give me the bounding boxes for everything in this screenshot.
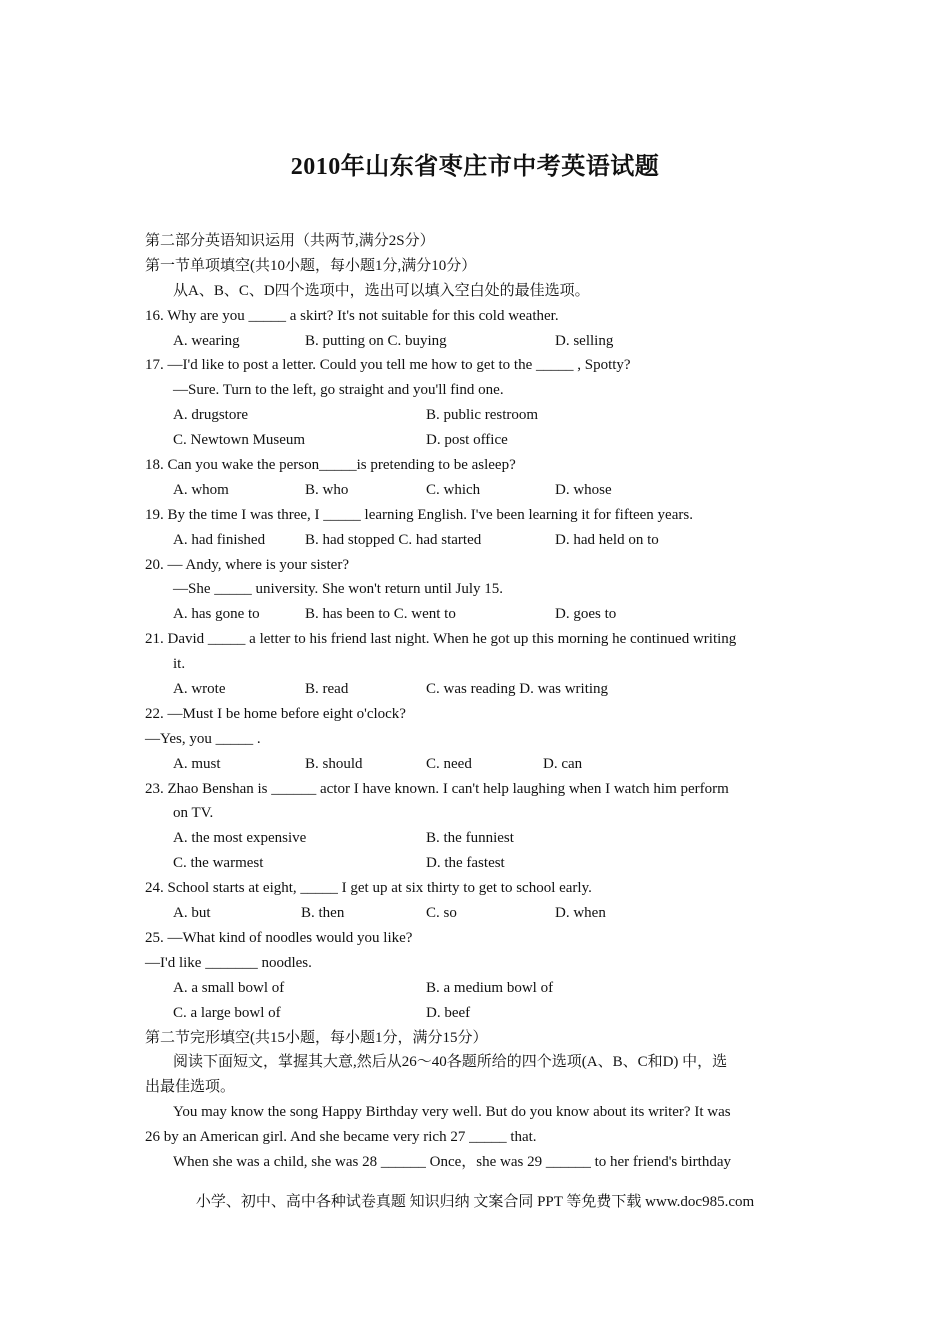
q24-option-b: B. then [301, 905, 345, 922]
q18-option-b: B. who [305, 481, 349, 498]
q17-option-b: B. public restroom [426, 407, 539, 424]
q20-option-d: D. goes to [555, 606, 617, 623]
q23-option-b: B. the funniest [426, 830, 514, 847]
passage-line-2: 26 by an American girl. And she became very rich 27 _____ that. [145, 1129, 537, 1146]
page-title: 2010年山东省枣庄市中考英语试题 [290, 154, 660, 180]
section2-instruction-line2: 出最佳选项。 [145, 1079, 236, 1096]
section1-instruction: 从A、B、C、D四个选项中，选出可以填入空白处的最佳选项。 [173, 282, 590, 299]
question-16-stem: 16. Why are you _____ a skirt? It's not suitable for this cold weather. [145, 307, 559, 324]
q23-option-a: A. the most expensive [173, 830, 307, 847]
section2-instruction-line1: 阅读下面短文，掌握其大意,然后从26～40各题所给的四个选项(A、B、C和D) 中，选 [173, 1054, 728, 1071]
q16-option-a: A. wearing [173, 332, 240, 349]
q17-option-d: D. post office [426, 432, 508, 449]
q17-option-a: A. drugstore [173, 407, 248, 424]
question-20-options [145, 602, 808, 627]
q16-option-d: D. selling [555, 332, 614, 349]
question-20-reply: —She _____ university. She won't return until July 15. [173, 581, 504, 598]
q19-option-a: A. had finished [173, 531, 266, 548]
q17-option-c: C. Newtown Museum [173, 432, 306, 449]
question-17-stem: 17. —I'd like to post a letter. Could you tell me how to get to the _____ , Spotty? [145, 357, 631, 374]
q21-option-cd: C. was reading D. was writing [426, 681, 609, 698]
question-19-options [145, 528, 808, 553]
question-24-stem: 24. School starts at eight, _____ I get up at six thirty to get to school early. [145, 880, 592, 897]
q22-option-b: B. should [305, 755, 363, 772]
q24-option-c: C. so [426, 905, 457, 922]
question-18-stem: 18. Can you wake the person_____is pretending to be asleep? [145, 457, 516, 474]
question-17-reply: —Sure. Turn to the left, go straight and you'll find one. [173, 382, 504, 399]
q21-option-b: B. read [305, 681, 349, 698]
q22-option-c: C. need [426, 755, 472, 772]
q19-option-d: D. had held on to [555, 531, 659, 548]
q25-option-a: A. a small bowl of [173, 979, 285, 996]
section2-heading: 第二节完形填空(共15小题，每小题1分，满分15分） [145, 1029, 488, 1046]
section1-heading: 第一节单项填空(共10小题，每小题1分,满分10分） [145, 257, 477, 274]
q20-option-a: A. has gone to [173, 606, 260, 623]
question-21-stem: 21. David _____ a letter to his friend last night. When he got up this morning he continued writing [145, 631, 737, 648]
question-25-options-ab [145, 976, 808, 1001]
q23-option-d: D. the fastest [426, 855, 505, 872]
question-25-stem: 25. —What kind of noodles would you like? [145, 929, 413, 946]
q18-option-a: A. whom [173, 481, 229, 498]
q22-option-d: D. can [543, 755, 583, 772]
question-23-options-ab [145, 826, 808, 851]
question-21-options [145, 677, 808, 702]
passage-line-3: When she was a child, she was 28 ______ Once，she was 29 ______ to her friend's birthday [173, 1153, 731, 1170]
q25-option-d: D. beef [426, 1004, 471, 1021]
question-22-stem: 22. —Must I be home before eight o'clock? [145, 705, 406, 722]
q20-option-bc: B. has been to C. went to [305, 606, 456, 623]
question-25-options-cd [145, 1001, 808, 1026]
question-24-options [145, 901, 808, 926]
question-21-stem-continued: it. [173, 656, 186, 673]
q18-option-c: C. which [426, 481, 481, 498]
q23-option-c: C. the warmest [173, 855, 264, 872]
question-17-options-ab [145, 403, 808, 428]
question-22-reply: —Yes, you _____ . [145, 730, 261, 747]
question-18-options [145, 478, 808, 503]
q24-option-a: A. but [173, 905, 211, 922]
part2-heading: 第二部分英语知识运用（共两节,满分2S分） [145, 233, 435, 249]
question-20-stem: 20. — Andy, where is your sister? [145, 556, 349, 573]
page-footer: 小学、初中、高中各种试卷真题 知识归纳 文案合同 PPT 等免费下载 www.doc985.com [195, 1194, 755, 1210]
passage-line-1: You may know the song Happy Birthday very well. But do you know about its writer? It was [173, 1104, 731, 1121]
exam-content [145, 229, 808, 1175]
q18-option-d: D. whose [555, 481, 612, 498]
q25-option-b: B. a medium bowl of [426, 979, 554, 996]
q19-option-bc: B. had stopped C. had started [305, 531, 482, 548]
question-23-stem: 23. Zhao Benshan is ______ actor I have known. I can't help laughing when I watch him perform [145, 780, 729, 797]
q16-option-bc: B. putting on C. buying [305, 332, 447, 349]
question-23-stem-continued: on TV. [173, 805, 214, 822]
question-16-options [145, 329, 808, 354]
question-17-options-cd [145, 428, 808, 453]
q25-option-c: C. a large bowl of [173, 1004, 281, 1021]
question-22-options [145, 752, 808, 777]
q24-option-d: D. when [555, 905, 606, 922]
q22-option-a: A. must [173, 755, 221, 772]
question-25-reply: —I'd like _______ noodles. [145, 954, 312, 971]
q21-option-a: A. wrote [173, 681, 226, 698]
question-23-options-cd [145, 851, 808, 876]
question-19-stem: 19. By the time I was three, I _____ learning English. I've been learning it for fifteen years. [145, 506, 693, 523]
